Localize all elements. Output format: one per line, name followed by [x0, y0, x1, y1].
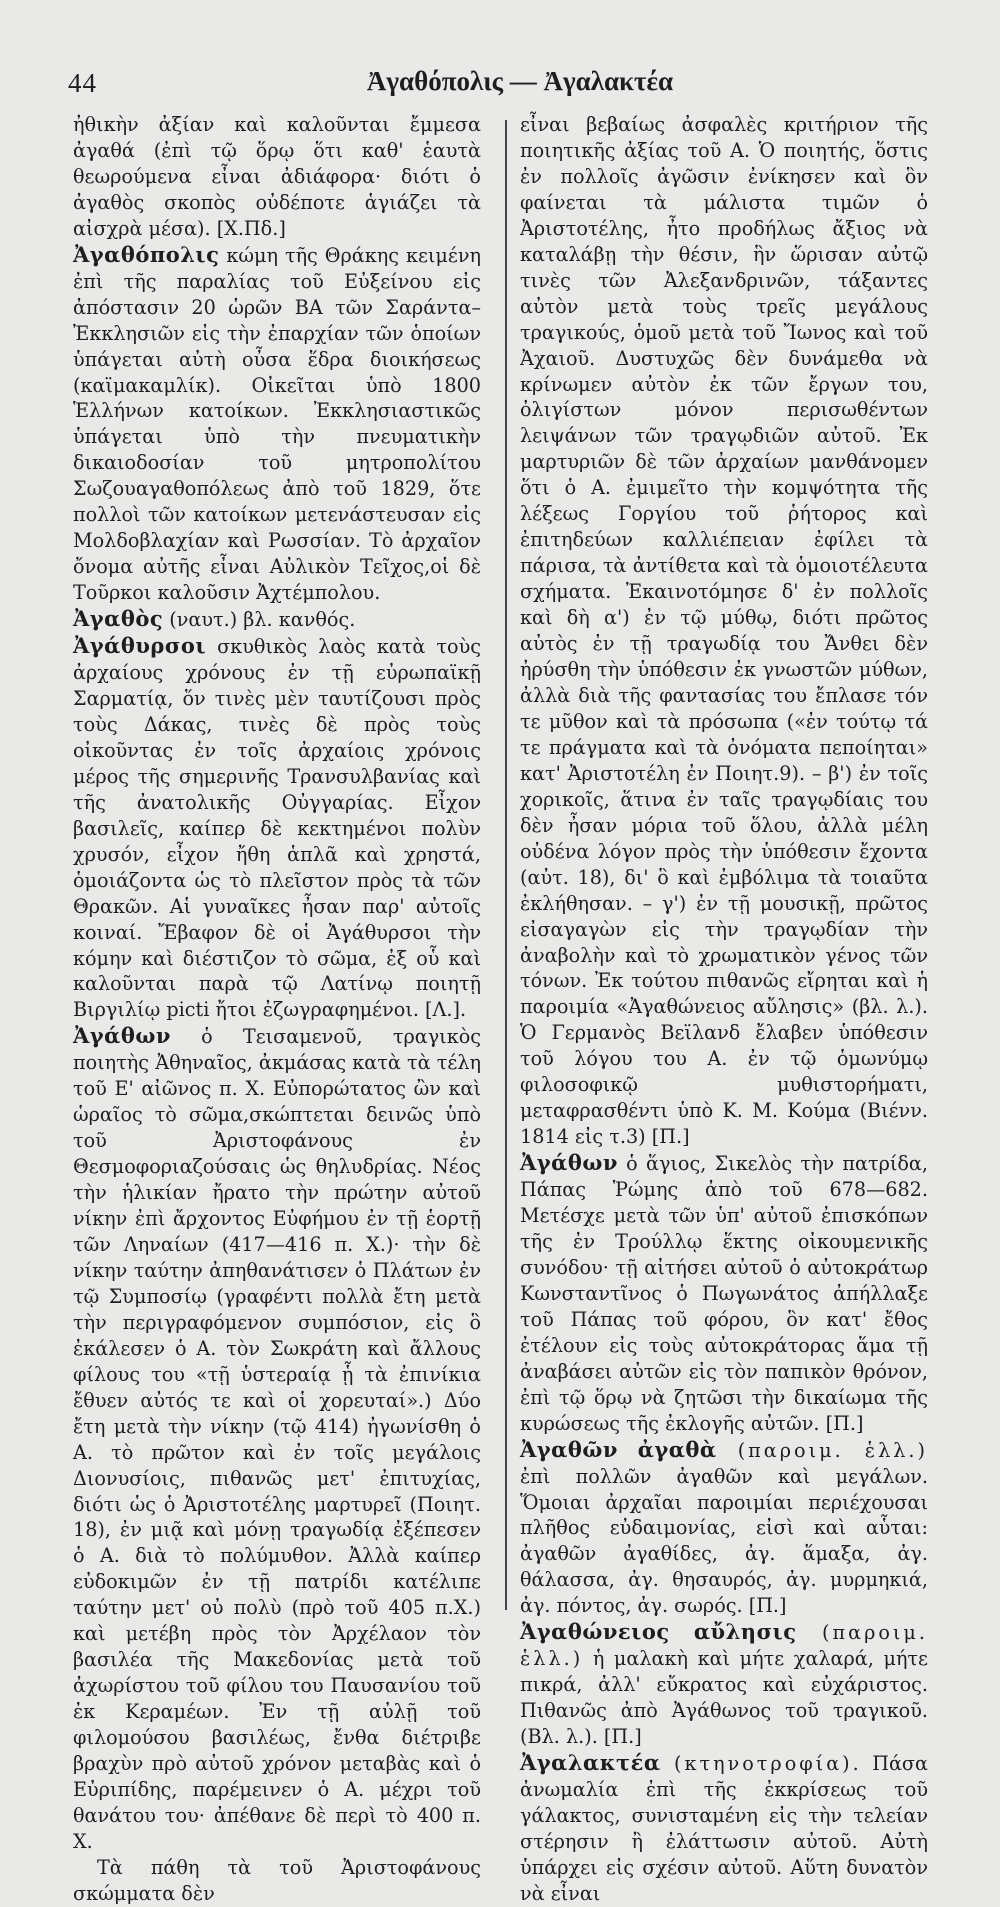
entry-agathoneios-aulesis	[520, 1619, 928, 1750]
entry-agathon-saint	[520, 1150, 928, 1436]
entry-agathos	[73, 606, 481, 633]
headword: Ἀγάθων	[520, 1150, 618, 1176]
entry-tag: (παροιμ. ἑλλ.)	[716, 1438, 928, 1462]
page-number: 44	[68, 68, 97, 98]
left-column	[73, 112, 481, 1907]
entry-text: (ναυτ.) βλ. κανθός.	[163, 608, 356, 632]
headword: Ἀγάθυρσοι	[73, 633, 207, 659]
entry-tag: (κτηνοτροφία).	[660, 1752, 862, 1776]
entry-text: ἡ μαλακὴ καὶ μήτε χαλαρά, μήτε πικρά, ἀλλ' εὔκρατος καὶ εὐχάριστος. Πιθανῶς ἀπὸ Ἀγάθωνος τοῦ τραγικοῦ. (Βλ. λ.). [Π.]	[520, 1647, 928, 1749]
entry-text: κώμη τῆς Θράκης κειμένη ἐπὶ τῆς παραλίας τοῦ Εὐξείνου εἰς ἀπόστασιν 20 ὡρῶν ΒΑ τῶν Σαράντα–Ἐκκλησιῶν εἰς τὴν ἐπαρχίαν τῶν ὁποίων ὑπάγεται αὐτὴ οὖσα ἕδρα διοικήσεως (καϊμακαμλίκ). Οἰκεῖται ὑπὸ 1800 Ἑλλήνων κατοίκων. Ἐκκλησιαστικῶς ὑπάγεται ὑπὸ τὴν πνευματικὴν δικαιοδοσίαν τοῦ μητροπολίτου Σωζουαγαθοπόλεως ἀπὸ τοῦ 1829, ὅτε πολλοὶ τῶν κατοίκων μετενάστευσαν εἰς Μολδοβλαχίαν καὶ Ρωσσίαν. Τὸ ἀρχαῖον ὄνομα αὐτῆς εἶναι Αὐλικὸν Τεῖχος,οἱ δὲ Τοῦρκοι καλοῦσιν Ἀχτέμπολου.	[73, 243, 481, 605]
headword: Ἀγαλακτέα	[520, 1750, 661, 1776]
entry-text: ὁ ἅγιος, Σικελὸς τὴν πατρίδα, Πάπας Ῥώμης ἀπὸ τοῦ 678—682. Μετέσχε μετὰ τῶν ὑπ' αὐτοῦ ἐπισκόπων τῆς ἐν Τρούλλῳ ἕκτης οἰκουμενικῆς συνόδου· τῇ αἰτήσει αὐτοῦ ὁ αὐτοκράτωρ Κωνσταντῖνος ὁ Πωγωνάτος ἀπήλλαξε τοῦ Πάπας τοῦ φόρου, ὃν κατ' ἔθος ἐτέλουν εἰς τοὺς αὐτοκράτορας ἅμα τῇ ἀναβάσει αὐτῶν εἰς τὸν παπικὸν θρόνον, ἐπὶ τῷ ὅρῳ νὰ ζητῶσι τὴν δικαίωμα τῆς κυρώσεως τῆς ἐκλογῆς αὐτῶν. [Π.]	[520, 1152, 928, 1435]
entry-agathyrsoi	[73, 633, 481, 1023]
continuation-paragraph: ἠθικὴν ἀξίαν καὶ καλοῦνται ἔμμεσα ἀγαθά (ἐπὶ τῷ ὅρῳ ὅτι καθ' ἑαυτὰ θεωρούμενα εἶναι ἀδιάφορα· διότι ὁ ἀγαθὸς σκοπὸς οὐδέποτε ἁγιάζει τὰ αἰσχρὰ μέσα). [Χ.Πδ.]	[73, 113, 481, 240]
entry-agathopolis	[73, 242, 481, 606]
entry-text: Πάσα ἀνωμαλία ἐπὶ τῆς ἐκκρίσεως τοῦ γάλακτος, συνισταμένη εἰς τὴν τελείαν στέρησιν ἢ ἐλάττωσιν αὐτοῦ. Αὐτὴ ὑπάρχει εἰς σχέσιν αὐτοῦ. Αὕτη δυνατὸν νὰ εἶναι	[520, 1752, 928, 1905]
headword: Ἀγαθὸς	[73, 606, 164, 632]
entry-agathon-agatha	[520, 1437, 928, 1620]
entry-agathon-poet	[73, 1023, 481, 1855]
right-column	[520, 112, 928, 1907]
headword: Ἀγαθόπολις	[73, 241, 220, 267]
headword: Ἀγαθώνειος αὔλησις	[520, 1619, 797, 1645]
entry-agalaktea	[520, 1750, 928, 1907]
entry-text: ὁ Τεισαμενοῦ, τραγικὸς ποιητὴς Ἀθηναῖος, ἀκμάσας κατὰ τὰ τέλη τοῦ Ε' αἰῶνος π. Χ. Εὐπορώτατος ὢν καὶ ὡραῖος τὸ σῶμα,σκώπτεται δεινῶς ὑπὸ τοῦ Ἀριστοφάνους ἐν Θεσμοφοριαζούσαις ὡς θηλυδρίας. Νέος τὴν ἡλικίαν ἤρατο τὴν πρώτην αὐτοῦ νίκην ἐπὶ ἄρχοντος Εὐφήμου ἐν τῇ ἑορτῇ τῶν Ληναίων (417—416 π. Χ.)· τὴν δὲ νίκην ταύτην ἀπηθανάτισεν ὁ Πλάτων ἐν τῷ Συμποσίῳ (γραφέντι πολλὰ ἔτη μετὰ τὴν περιγραφόμενον συμπόσιον, εἰς ὃ ἐκάλεσεν ὁ Α. τὸν Σωκράτη καὶ ἄλλους φίλους του «τῇ ὑστεραίᾳ ᾗ τὰ ἐπινίκια ἔθυεν αὐτός τε καὶ οἱ χορευταί».) Δύο ἔτη μετὰ τὴν νίκην (τῷ 414) ἠγωνίσθη ὁ Α. τὸ πρῶτον καὶ ἐν τοῖς μεγάλοις Διονυσίοις, πιθανῶς μετ' ἐπιτυχίας, διότι ὡς ὁ Ἀριστοτέλης μαρτυρεῖ (Ποιητ. 18), ἐν μιᾷ καὶ μόνῃ τραγωδίᾳ ἐξέπεσεν ὁ Α. διὰ τὸ πολύμυθον. Ἀλλὰ καίπερ εὐδοκιμῶν ἐν τῇ πατρίδι κατέλιπε ταύτην μετ' οὐ πολὺ (πρὸ τοῦ 405 π.Χ.) καὶ μετέβη πρὸς τὸν Ἀρχέλαον τὸν βασιλέα τῆς Μακεδονίας μετὰ τοῦ ἀχωρίστου τοῦ φίλου του Παυσανίου τοῦ ἐκ Κεραμέων. Ἐν τῇ αὐλῇ τοῦ φιλομούσου βασιλέως, ἔνθα διέτριβε βραχὺν πρὸ αὐτοῦ χρόνον μεταβὰς καὶ ὁ Εὐριπίδης, παρέμεινεν ὁ Α. μέχρι τοῦ θανάτου του· ἀπέθανε δὲ περὶ τὸ 400 π. Χ.	[73, 1025, 481, 1853]
headword: Ἀγάθων	[73, 1023, 171, 1049]
headword: Ἀγαθῶν ἀγαθὰ	[520, 1436, 717, 1462]
running-title: Ἀγαθόπολις — Ἀγαλακτέα	[366, 66, 674, 96]
continuation-paragraph: εἶναι βεβαίως ἀσφαλὲς κριτήριον τῆς ποιητικῆς ἀξίας τοῦ Α. Ὁ ποιητής, ὅστις ἐν πολλοῖς ἀγῶσιν ἐνίκησεν καὶ ὃν φαίνεται τὰ μάλιστα τιμῶν ὁ Ἀριστοτέλης, ἦτο προδήλως ἄξιος νὰ καταλάβῃ τὴν θέσιν, ἣν ὥρισαν αὐτῷ τινὲς τῶν Ἀλεξανδρινῶν, τάξαντες αὐτὸν μετὰ τοὺς τρεῖς μεγάλους τραγικούς, ὁμοῦ μετὰ τοῦ Ἴωνος καὶ τοῦ Ἀχαιοῦ. Δυστυχῶς δὲν δυνάμεθα νὰ κρίνωμεν αὐτὸν ἐκ τῶν ἔργων του, ὀλιγίστων μόνον περισωθέντων λειψάνων τῶν τραγῳδιῶν αὐτοῦ. Ἐκ μαρτυριῶν δὲ τῶν ἀρχαίων μανθάνομεν ὅτι ὁ Α. ἐμιμεῖτο τὴν κομψότητα τῆς λέξεως Γοργίου τοῦ ῥήτορος καὶ ἐπιτηδεύων καλλιέπειαν ἐφίλει τὰ πάρισα, τὰ ἀντίθετα καὶ τὰ ὁμοιοτέλευτα σχήματα. Ἐκαινοτόμησε δ' ἐν πολλοῖς καὶ δὴ α') ἐν τῷ μύθῳ, διότι πρῶτος αὐτὸς ἐν τῇ τραγωδίᾳ του Ἄνθει δὲν ἠρύσθη τὴν ὑπόθεσιν ἐκ γνωστῶν μύθων, ἀλλὰ διὰ τῆς φαντασίας του ἔπλασε τόν τε μῦθον καὶ τὰ πρόσωπα («ἐν τούτῳ τά τε πράγματα καὶ τὰ ὀνόματα πεποίηται» κατ' Ἀριστοτέλη ἐν Ποιητ.9). – β') ἐν τοῖς χορικοῖς, ἅτινα ἐν ταῖς τραγῳδίαις του δὲν ἦσαν μόρια τοῦ ὅλου, ἀλλὰ μέλη οὐδένα λόγον πρὸς τὴν ὑπόθεσιν ἔχοντα (αὐτ. 18), δι' ὃ καὶ ἐμβόλιμα τὰ τοιαῦτα ἐκλήθησαν. – γ') ἐν τῇ μουσικῇ, πρῶτος εἰσαγαγὼν εἰς τὴν τραγῳδίαν τὴν ἀναβολὴν καὶ τὸ χρωματικὸν γένος τῶν τόνων. Ἐκ τούτου πιθανῶς εἴρηται καὶ ἡ παροιμία «Ἀγαθώνειος αὔλησις» (βλ. λ.). Ὁ Γερμανὸς Βεϊλανδ ἔλαβεν ὑπόθεσιν τοῦ λόγου του Α. ἐν τῷ ὁμωνύμῳ φιλοσοφικῷ μυθιστορήματι, μεταφρασθέντι ὑπὸ Κ. Μ. Κούμα (Βιένν. 1814 εἰς τ.3) [Π.]	[520, 113, 928, 1149]
column-divider	[505, 120, 507, 1610]
entry-tag: (παροιμ. ἑλλ.)	[520, 1621, 928, 1671]
entry-text: ἐπὶ πολλῶν ἀγαθῶν καὶ μεγάλων. Ὅμοιαι ἀρχαῖαι παροιμίαι περιέχουσαι πλῆθος εὐδαιμονίας, εἰσὶ καὶ αὗται: ἀγαθῶν ἀγαθίδες, ἀγ. ἅμαξα, ἀγ. θάλασσα, ἀγ. θησαυρός, ἀγ. μυρμηκιά, ἀγ. πόντος, ἀγ. σωρός. [Π.]	[520, 1464, 928, 1618]
entry-text: σκυθικὸς λαὸς κατὰ τοὺς ἀρχαίους χρόνους ἐν τῇ εὐρωπαϊκῇ Σαρματίᾳ, ὅν τινὲς μὲν ταυτίζουσι πρὸς τοὺς Δάκας, τινὲς δὲ πρὸς τοὺς οἰκοῦντας ἐν τοῖς ἀρχαίοις χρόνοις μέρος τῆς σημερινῆς Τρανσυλβανίας καὶ τῆς ἀνατολικῆς Οὐγγαρίας. Εἶχον βασιλεῖς, καίπερ δὲ κεκτημένοι πολὺν χρυσόν, εἶχον ἤθη ἁπλᾶ καὶ χρηστά, ὁμοιάζοντα ὡς τὸ πλεῖστον πρὸς τὰ τῶν Θρακῶν. Αἱ γυναῖκες ἦσαν παρ' αὐτοῖς κοιναί. Ἔβαφον δὲ οἱ Ἀγάθυρσοι τὴν κόμην καὶ διέστιζον τὸ σῶμα, ἐξ οὗ καὶ καλοῦνται παρὰ τῷ Λατίνῳ ποιητῇ Βιργιλίῳ picti ἤτοι ἐζωγραφημένοι. [Λ.].	[73, 635, 481, 1022]
closing-line: Τὰ πάθη τὰ τοῦ Ἀριστοφάνους σκώμματα δὲν	[73, 1855, 481, 1905]
